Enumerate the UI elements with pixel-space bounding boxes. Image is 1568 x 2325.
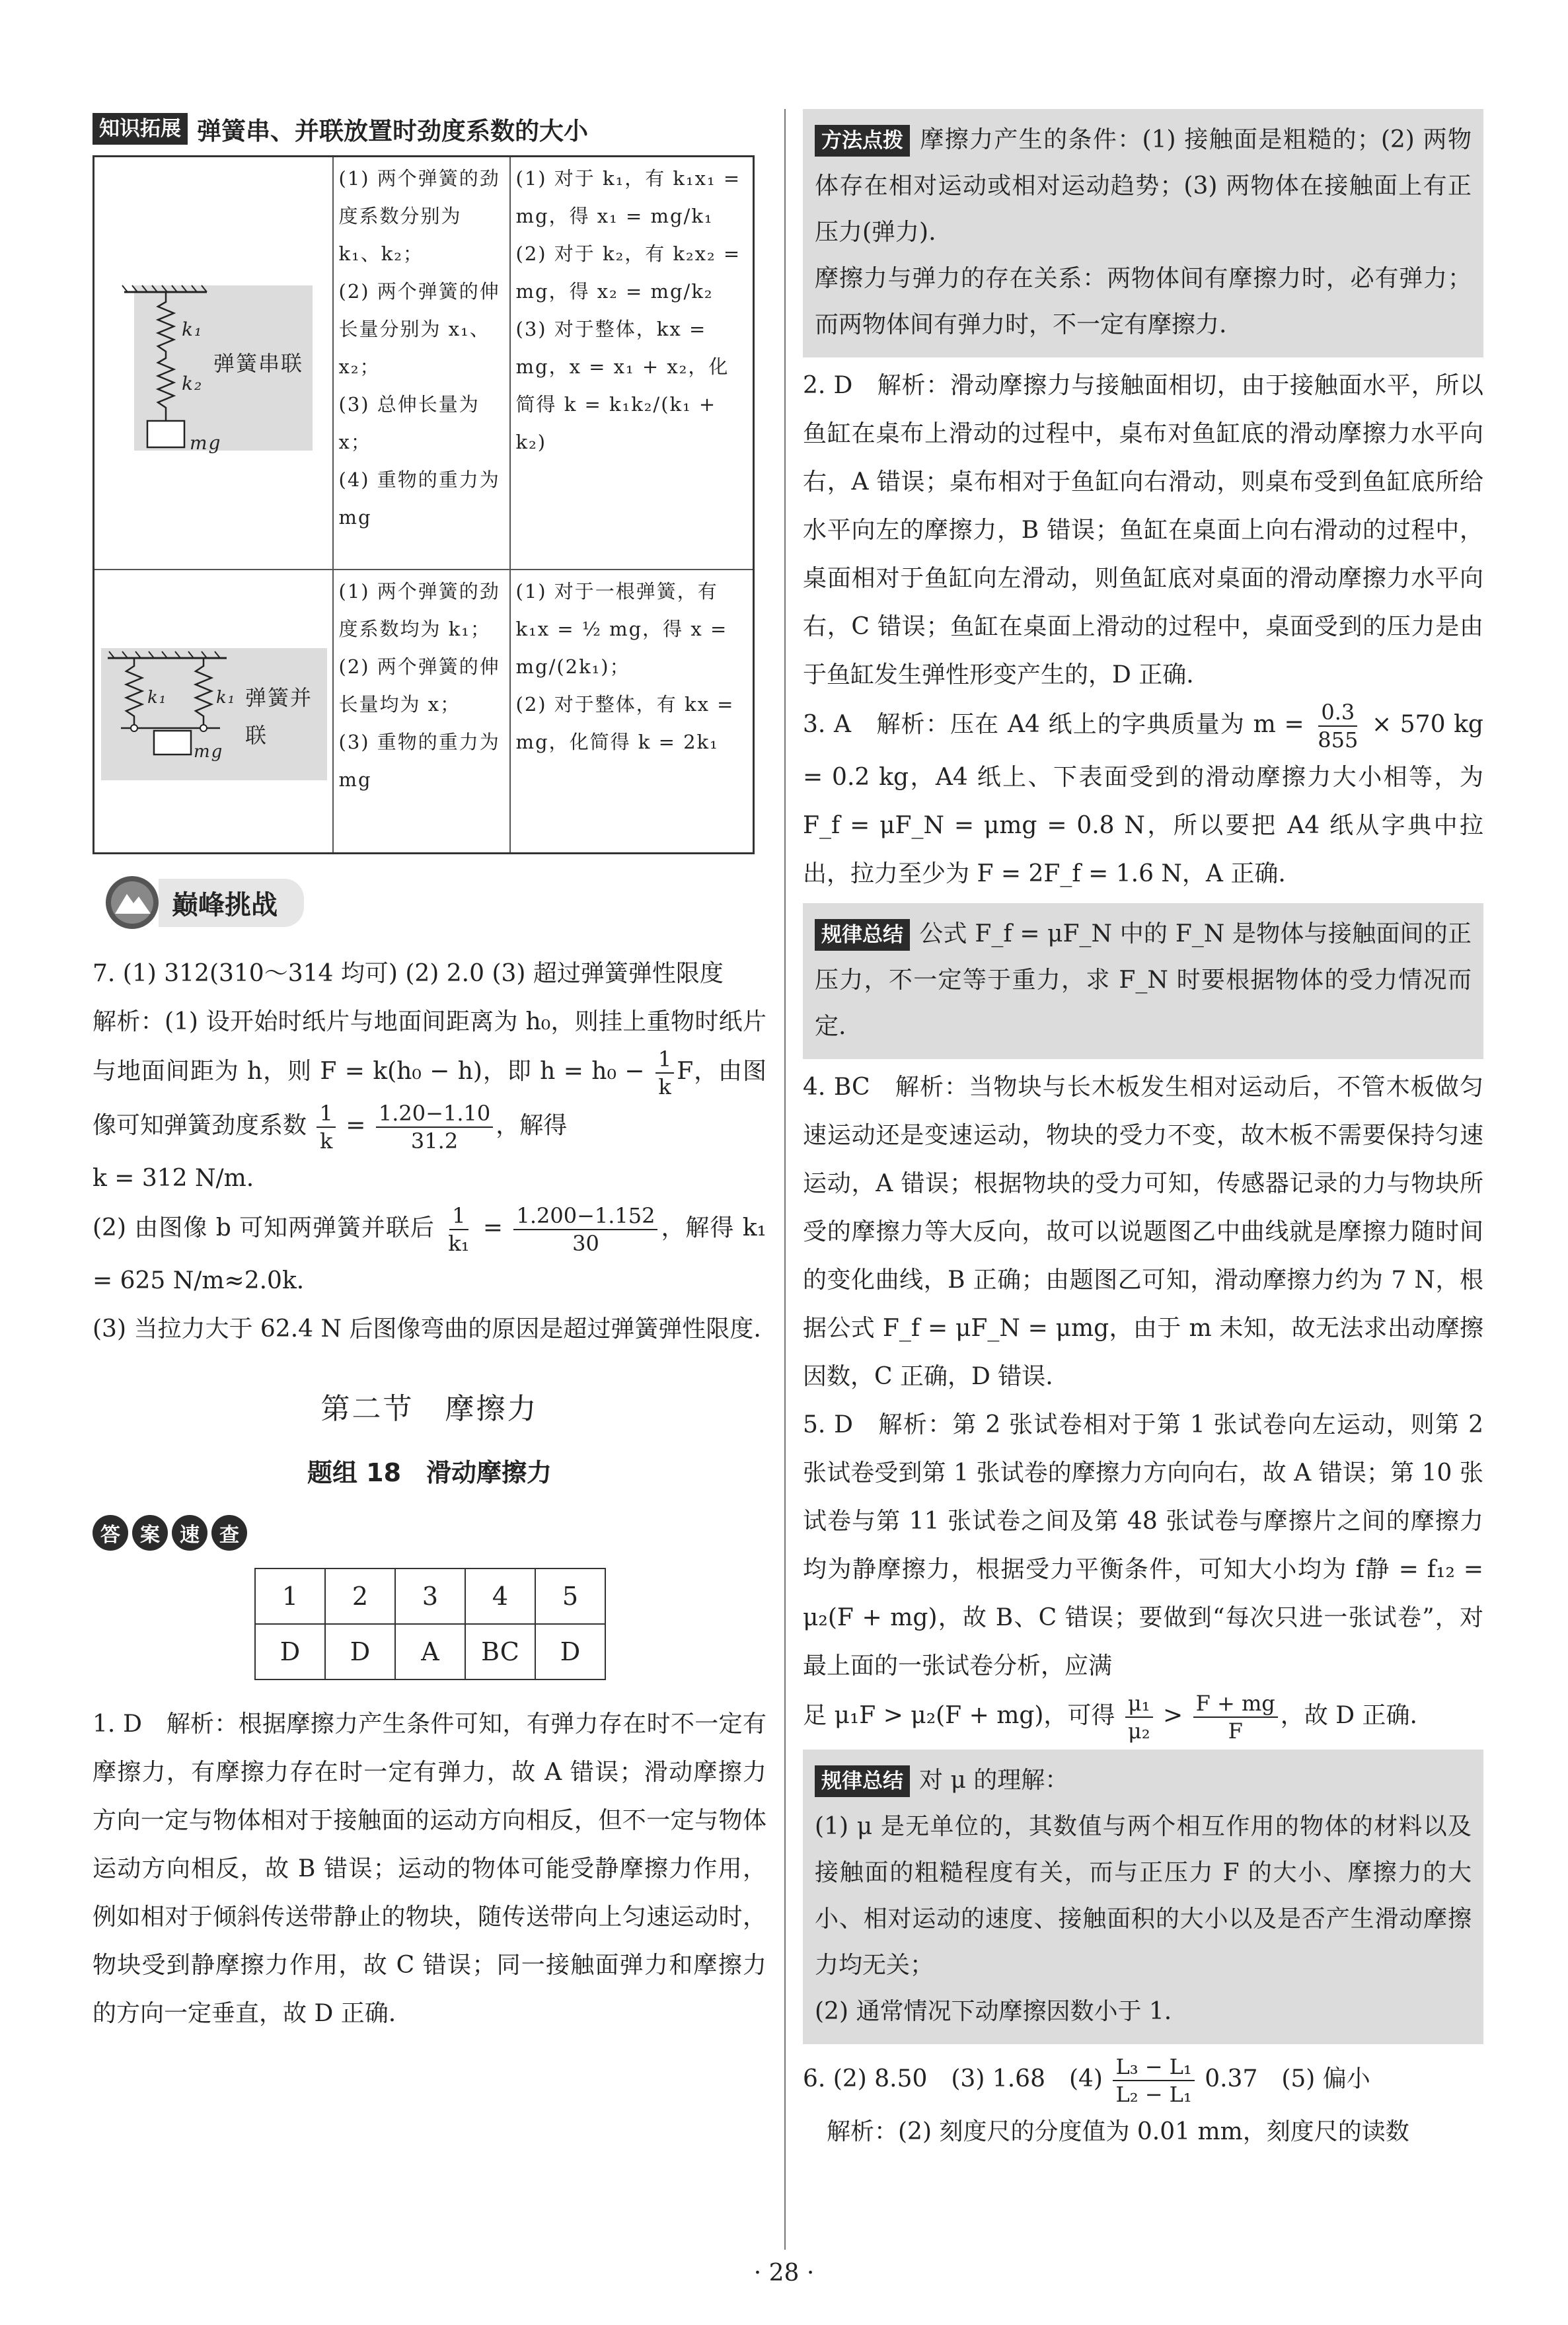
method-tip-text-1: 摩擦力产生的条件：(1) 接触面是粗糙的；(2) 两物体存在相对运动或相对运动趋势；(3) 两物体在接触面上有正压力(弹力). xyxy=(815,126,1472,246)
spring-table xyxy=(93,155,755,854)
knowledge-extension-header xyxy=(93,109,766,149)
q5-analysis-end: 足 μ₁F > μ₂(F + mg)，可得 $\frac{\text{μ₁}}{\text{μ₂}}$ > $\frac{F + mg}{F}$ ，故 D 正确. xyxy=(803,1691,1417,1744)
q7-frac-slope-2 xyxy=(513,1202,657,1257)
peak-challenge-header xyxy=(93,874,766,931)
column-divider xyxy=(784,109,786,2250)
frac-den: k₁ xyxy=(448,1231,470,1256)
frac-den: 855 xyxy=(1318,727,1359,753)
rule-summary-2-lead-text: 对 μ 的理解： xyxy=(919,1767,1069,1794)
q6-answer xyxy=(803,2053,1483,2108)
frac-num: F + mg xyxy=(1193,1690,1278,1718)
parallel-conditions xyxy=(333,570,510,854)
answer-val-1: D xyxy=(255,1624,325,1679)
series-cond-2: (2) 两个弹簧的伸长量分别为 x₁、x₂； xyxy=(338,280,500,378)
parallel-figure-cell xyxy=(94,570,333,854)
quick-char-3: 速 xyxy=(172,1515,207,1551)
parallel-res-1: (1) 对于一根弹簧，有 k₁x = ½ mg，得 x = mg/(2k₁)； xyxy=(515,579,728,678)
q5-c: ，故 D 正确. xyxy=(1280,1702,1417,1729)
quick-char-2: 案 xyxy=(132,1515,168,1551)
knowledge-extension-tag: 知识拓展 xyxy=(93,113,188,145)
frac-den: L₂ − L₁ xyxy=(1115,2082,1192,2107)
rule-summary-1-body: 公式 F_f = μF_N 中的 F_N 是物体与接触面间的正压力，不一定等于重力，求 F_N 时要根据物体的受力情况而定. xyxy=(815,920,1472,1040)
q2-analysis: 2. D 解析：滑动摩擦力与接触面相切，由于接触面水平，所以鱼缸在桌布上滑动的过程中，桌布对鱼缸底的滑动摩擦力水平向右，A 错误；桌布相对于鱼缸向右滑动，则桌布受到鱼缸底所给水平向左的摩擦力，B 错误；鱼缸在桌面上向右滑动的过程中，桌面相对于鱼缸向左滑动，则鱼缸底对桌面的滑动摩擦力水平向右，C 错误；鱼缸在桌面上滑动的过程中，桌面受到的压力是由于鱼缸发生弹性形变产生的，D 正确. xyxy=(803,372,1483,688)
q7-analysis-2b: ，解得 k₁ = 625 N/m≈2.0k. xyxy=(93,1214,766,1294)
parallel-k1-right-label: k₁ xyxy=(216,688,237,708)
frac-den: μ₂ xyxy=(1127,1718,1150,1744)
parallel-row xyxy=(94,570,754,854)
q3-analysis xyxy=(803,699,1483,898)
answer-num-1: 1 xyxy=(255,1568,325,1624)
answer-value-row xyxy=(255,1624,605,1679)
q4-analysis: 4. BC 解析：当物块与长木板发生相对运动后，不管木板做匀速运动还是变速运动，物块的受力不变，故木板不需要保持匀速运动，A 错误；根据物块的受力可知，传感器记录的力与物块所受的摩擦力等大反向，故可以说题图乙中曲线就是摩擦力随时间的变化曲线，B 正确；由题图乙可知，滑动摩擦力约为 7 N，根据公式 F_f = μF_N = μmg，由于 m 未知，故无法求出动摩擦因数，C 正确，D 错误. xyxy=(803,1074,1483,1390)
q3-frac xyxy=(1315,699,1361,753)
parallel-k1-left-label: k₁ xyxy=(147,688,168,708)
method-tip-tag: 方法点拨 xyxy=(815,125,910,157)
parallel-cond-3: (3) 重物的重力为 mg xyxy=(338,730,500,791)
frac-num: 1 xyxy=(449,1202,468,1230)
q6-b: 0.37 (5) 偏小 xyxy=(1205,2065,1370,2092)
rule-summary-2-p2: (2) 通常情况下动摩擦因数小于 1. xyxy=(815,1998,1172,2025)
q7-analysis-2: (2) 由图像 b 可知两弹簧并联后 $\frac{1}{\text{k₁}}$ = $\frac{1.200-1.152}{30}$ ，解得 k₁ = 625 N/m≈2.0k. xyxy=(93,1203,766,1294)
rule-summary-1-tag: 规律总结 xyxy=(815,919,910,951)
q7-frac-1-over-k xyxy=(655,1046,674,1100)
q7-frac-1-over-k1 xyxy=(445,1202,472,1257)
rule-summary-2-lead xyxy=(815,1757,1472,1804)
answer-quick-check-badge xyxy=(93,1515,766,1551)
rule-summary-2-tag: 规律总结 xyxy=(815,1765,910,1797)
q7-analysis-1c: ，解得 xyxy=(496,1112,568,1139)
method-tip-box xyxy=(803,109,1483,357)
parallel-cond-2: (2) 两个弹簧的伸长量均为 x； xyxy=(338,655,500,716)
frac-num: 1.200−1.152 xyxy=(513,1202,657,1230)
rule-summary-box-1 xyxy=(803,903,1483,1059)
parallel-label: 弹簧并联 xyxy=(245,685,313,749)
answer-val-4: BC xyxy=(465,1624,535,1679)
parallel-mg-label: mg xyxy=(194,742,224,762)
q7-analysis-3: (3) 当拉力大于 62.4 N 后图像弯曲的原因是超过弹簧弹性限度. xyxy=(93,1315,761,1343)
frac-den: 31.2 xyxy=(410,1128,459,1154)
rule-summary-box-2 xyxy=(803,1750,1483,2044)
frac-num: 1 xyxy=(317,1100,335,1128)
frac-num: L₃ − L₁ xyxy=(1113,2053,1194,2081)
frac-den: F xyxy=(1228,1718,1243,1744)
right-column xyxy=(803,109,1483,2156)
answer-number-row xyxy=(255,1568,605,1624)
frac-den: 30 xyxy=(572,1231,599,1256)
answer-val-3: A xyxy=(395,1624,465,1679)
quick-char-1: 答 xyxy=(93,1515,128,1551)
knowledge-extension-title: 弹簧串、并联放置时劲度系数的大小 xyxy=(197,117,588,145)
q7-answer: 7. (1) 312(310～314 均可) (2) 2.0 (3) 超过弹簧弹性限度 xyxy=(93,960,724,987)
q7-analysis-1b: F，由图像可知弹簧劲度系数 xyxy=(93,1058,767,1139)
peak-challenge-title: 巅峰挑战 xyxy=(159,879,304,927)
q5-b: 足 μ₁F > μ₂(F + mg)，可得 xyxy=(803,1702,1115,1729)
q5-analysis: 5. D 解析：第 2 张试卷相对于第 1 张试卷向左运动，则第 2 张试卷受到第 1 张试卷的摩擦力方向向右，故 A 错误；第 10 张试卷与第 11 张试卷之间及第 48 张试卷与摩擦片之间的摩擦力均为静摩擦力，根据受力平衡条件，可知大小均为 f静 = f₁₂ = μ₂(F + mg)，故 B、C 错误；要做到“每次只进一张试卷”，对最上面的一张试卷分析，应满 xyxy=(803,1411,1483,1679)
parallel-res-2: (2) 对于整体，有 kx = mg，化简得 k = 2k₁ xyxy=(515,692,735,753)
answer-val-2: D xyxy=(325,1624,395,1679)
frac-den: k xyxy=(658,1074,671,1099)
q5-frac-f xyxy=(1193,1690,1278,1744)
frac-num: 1.20−1.10 xyxy=(376,1100,493,1128)
q7-analysis-2a: (2) 由图像 b 可知两弹簧并联后 xyxy=(93,1214,435,1241)
answer-num-4: 4 xyxy=(465,1568,535,1624)
answer-num-2: 2 xyxy=(325,1568,395,1624)
answer-num-5: 5 xyxy=(535,1568,605,1624)
series-cond-3: (3) 总伸长量为 x； xyxy=(338,393,480,453)
answer-val-5: D xyxy=(535,1624,605,1679)
frac-num: 0.3 xyxy=(1318,699,1357,727)
parallel-results xyxy=(510,570,754,854)
series-cond-4: (4) 重物的重力为 mg xyxy=(338,468,500,529)
q6-analysis: 解析：(2) 刻度尺的分度值为 0.01 mm，刻度尺的读数 xyxy=(827,2118,1409,2145)
q6-frac xyxy=(1113,2053,1194,2108)
q7-frac-slope xyxy=(376,1100,493,1154)
rule-summary-1-text xyxy=(815,911,1472,1050)
q1-analysis: 1. D 解析：根据摩擦力产生条件可知，有弹力存在时不一定有摩擦力，有摩擦力存在时一定有弹力，故 A 错误；滑动摩擦力方向一定与物体相对于接触面的运动方向相反，但不一定与物体运动方向相反，故 B 错误；运动的物体可能受静摩擦力作用，例如相对于倾斜传送带静止的物块，随传送带向上匀速运动时，物块受到静摩擦力作用，故 C 错误；同一接触面弹力和摩擦力的方向一定垂直，故 D 正确. xyxy=(93,1711,766,2027)
series-row xyxy=(94,157,754,570)
answer-num-3: 3 xyxy=(395,1568,465,1624)
q7-analysis-1a: 解析：(1) 设开始时纸片与地面间距离为 h₀，则挂上重物时纸片与地面间距为 h，则 F = k(h₀ − h)，即 h = h₀ − xyxy=(93,1008,766,1085)
frac-den: k xyxy=(319,1128,333,1154)
series-mg-label: mg xyxy=(190,431,222,454)
page-number: · 28 · xyxy=(753,2260,815,2287)
series-label: 弹簧串联 xyxy=(213,350,304,376)
series-cond-1: (1) 两个弹簧的劲度系数分别为 k₁、k₂； xyxy=(338,167,500,265)
series-k1-label: k₁ xyxy=(182,318,204,340)
q5-frac-mu xyxy=(1125,1690,1153,1744)
quick-char-4: 查 xyxy=(211,1515,247,1551)
q7-analysis-1d: k = 312 N/m. xyxy=(93,1165,254,1192)
frac-num: 1 xyxy=(655,1046,674,1074)
frac-num: μ₁ xyxy=(1125,1690,1153,1718)
series-conditions xyxy=(333,157,510,570)
rule-summary-2-p1: (1) μ 是无单位的，其数值与两个相互作用的物体的材料以及接触面的粗糙程度有关，而与正压力 F 的大小、摩擦力的大小、相对运动的速度、接触面积的大小以及是否产生滑动摩擦力均无关； xyxy=(815,1813,1472,1979)
method-tip-p1 xyxy=(815,117,1472,256)
q6-a: 6. (2) 8.50 (3) 1.68 (4) xyxy=(803,2065,1103,2092)
series-res-3: (3) 对于整体，kx = mg，x = x₁ + x₂，化简得 k = k₁k₂/(k₁ + k₂) xyxy=(515,318,729,453)
series-res-2: (2) 对于 k₂，有 k₂x₂ = mg，得 x₂ = mg/k₂ xyxy=(515,242,741,303)
series-results xyxy=(510,157,754,570)
q3-a: 3. A 解析：压在 A4 纸上的字典质量为 m = xyxy=(803,711,1304,738)
q7-frac-1-over-k-2 xyxy=(317,1100,335,1154)
series-figure-cell xyxy=(94,157,333,570)
series-k2-label: k₂ xyxy=(182,372,204,394)
answer-table xyxy=(254,1568,606,1680)
method-tip-p2: 摩擦力与弹力的存在关系：两物体间有摩擦力时，必有弹力；而两物体间有弹力时，不一定有摩擦力. xyxy=(815,265,1472,338)
section-title: 第二节 摩擦力 xyxy=(320,1392,539,1426)
q7-analysis-1: 解析：(1) 设开始时纸片与地面间距离为 h₀，则挂上重物时纸片与地面间距为 h，则 F = k(h₀ − h)，即 h = h₀ − $\frac{1}{k}$ F，由图像可知弹簧劲度系数 $\frac{1}{k}$ = $\frac{1.20-1.10}{31.2}$ ，解得 xyxy=(93,1008,767,1154)
parallel-cond-1: (1) 两个弹簧的劲度系数均为 k₁； xyxy=(338,579,500,640)
left-column xyxy=(93,109,766,2038)
q3-b: × 570 kg = 0.2 kg，A4 纸上、下表面受到的滑动摩擦力大小相等，为 F_f = μF_N = μmg = 0.8 N，所以要把 A4 纸从字典中拉出，拉力至少为 F = 2F_f = 1.6 N，A 正确. xyxy=(803,711,1483,887)
group-title: 题组 18 滑动摩擦力 xyxy=(307,1458,552,1487)
series-res-1: (1) 对于 k₁，有 k₁x₁ = mg，得 x₁ = mg/k₁ xyxy=(515,167,741,227)
